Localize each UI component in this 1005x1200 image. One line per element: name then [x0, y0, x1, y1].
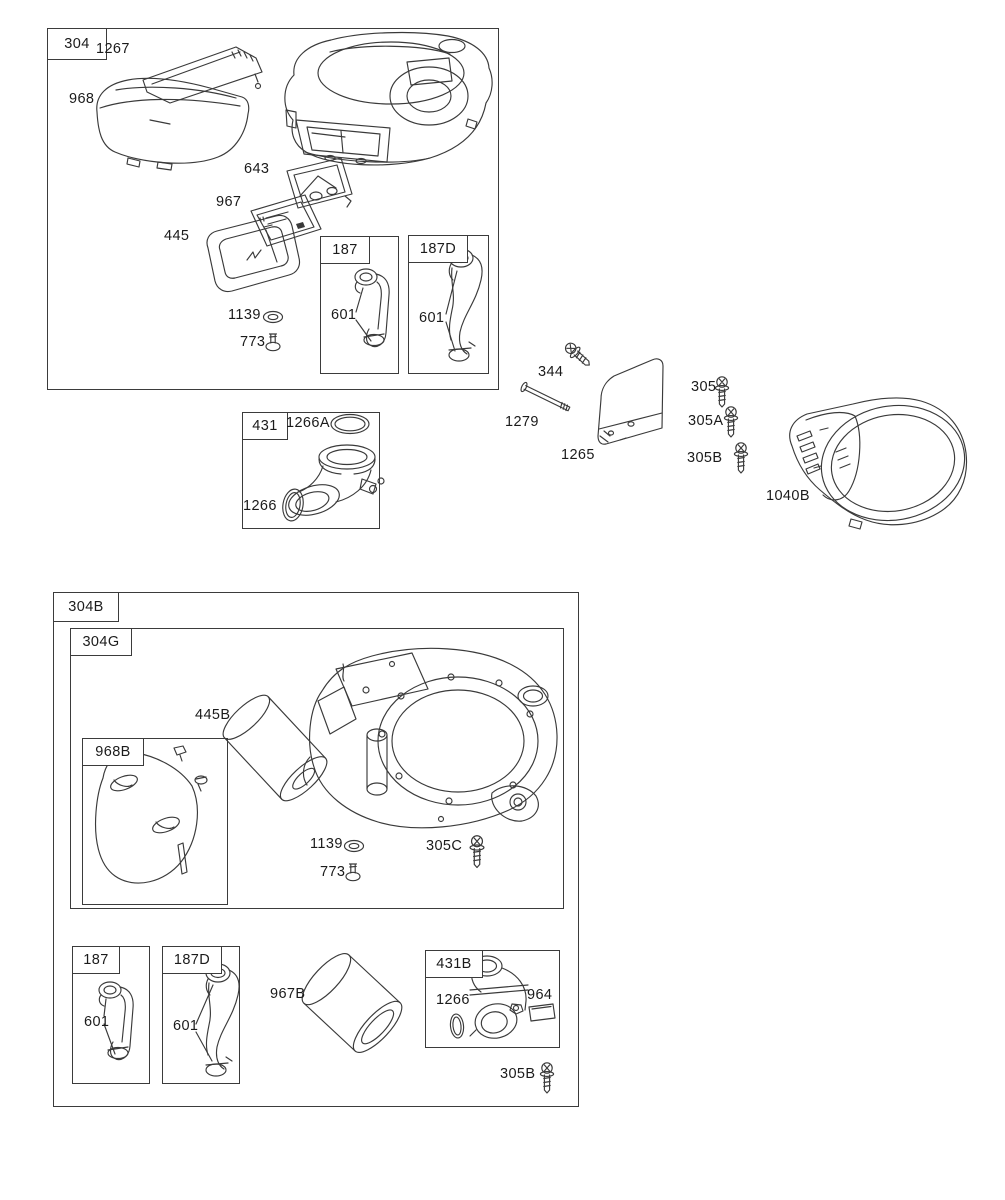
part-label-1279: 1279 [505, 414, 539, 430]
part-label-1266-mid: 1266 [243, 498, 277, 514]
screw-305-art [715, 377, 728, 407]
callout-tab-187d-top: 187D [408, 235, 468, 263]
part-label-305: 305 [691, 379, 717, 395]
part-label-305b-mid: 305B [687, 450, 723, 466]
part-label-967b: 967B [270, 986, 306, 1002]
callout-tab-304: 304 [47, 28, 107, 60]
rod-1279-art [520, 382, 571, 414]
part-label-305b-bottom: 305B [500, 1066, 536, 1082]
part-label-964: 964 [527, 987, 553, 1003]
part-label-601-187-top: 601 [331, 307, 357, 323]
part-label-305c: 305C [426, 838, 463, 854]
screw-305b-mid-art [734, 443, 747, 473]
part-label-773-bottom: 773 [320, 864, 346, 880]
part-label-1139-bottom: 1139 [310, 836, 343, 852]
callout-tab-304g: 304G [70, 628, 132, 656]
part-label-1040b: 1040B [766, 488, 810, 504]
part-label-601-187-bottom: 601 [84, 1014, 110, 1030]
blower-cover-1040b-art [790, 394, 974, 531]
callout-tab-187d-bottom: 187D [162, 946, 222, 974]
part-label-344: 344 [538, 364, 564, 380]
callout-tab-187-bottom: 187 [72, 946, 120, 974]
part-label-445: 445 [164, 228, 190, 244]
callout-tab-431b: 431B [425, 950, 483, 978]
part-label-1267: 1267 [96, 41, 130, 57]
part-label-1266-bottom: 1266 [436, 992, 470, 1008]
part-label-445b: 445B [195, 707, 231, 723]
callout-tab-968b: 968B [82, 738, 144, 766]
part-label-601-187d-top: 601 [419, 310, 445, 326]
part-label-968: 968 [69, 91, 95, 107]
callout-tab-187-top: 187 [320, 236, 370, 264]
part-label-643: 643 [244, 161, 270, 177]
part-label-601-187d-bottom: 601 [173, 1018, 199, 1034]
part-label-1266a: 1266A [286, 415, 330, 431]
part-label-773-top: 773 [240, 334, 266, 350]
plate-1265-art [598, 359, 663, 444]
part-label-1139-top: 1139 [228, 307, 261, 323]
screw-344-art [562, 340, 593, 370]
part-label-305a: 305A [688, 413, 724, 429]
callout-tab-431: 431 [242, 412, 288, 440]
callout-tab-304b: 304B [53, 592, 119, 622]
part-label-967: 967 [216, 194, 242, 210]
part-label-1265: 1265 [561, 447, 595, 463]
screw-305a-art [724, 407, 737, 437]
